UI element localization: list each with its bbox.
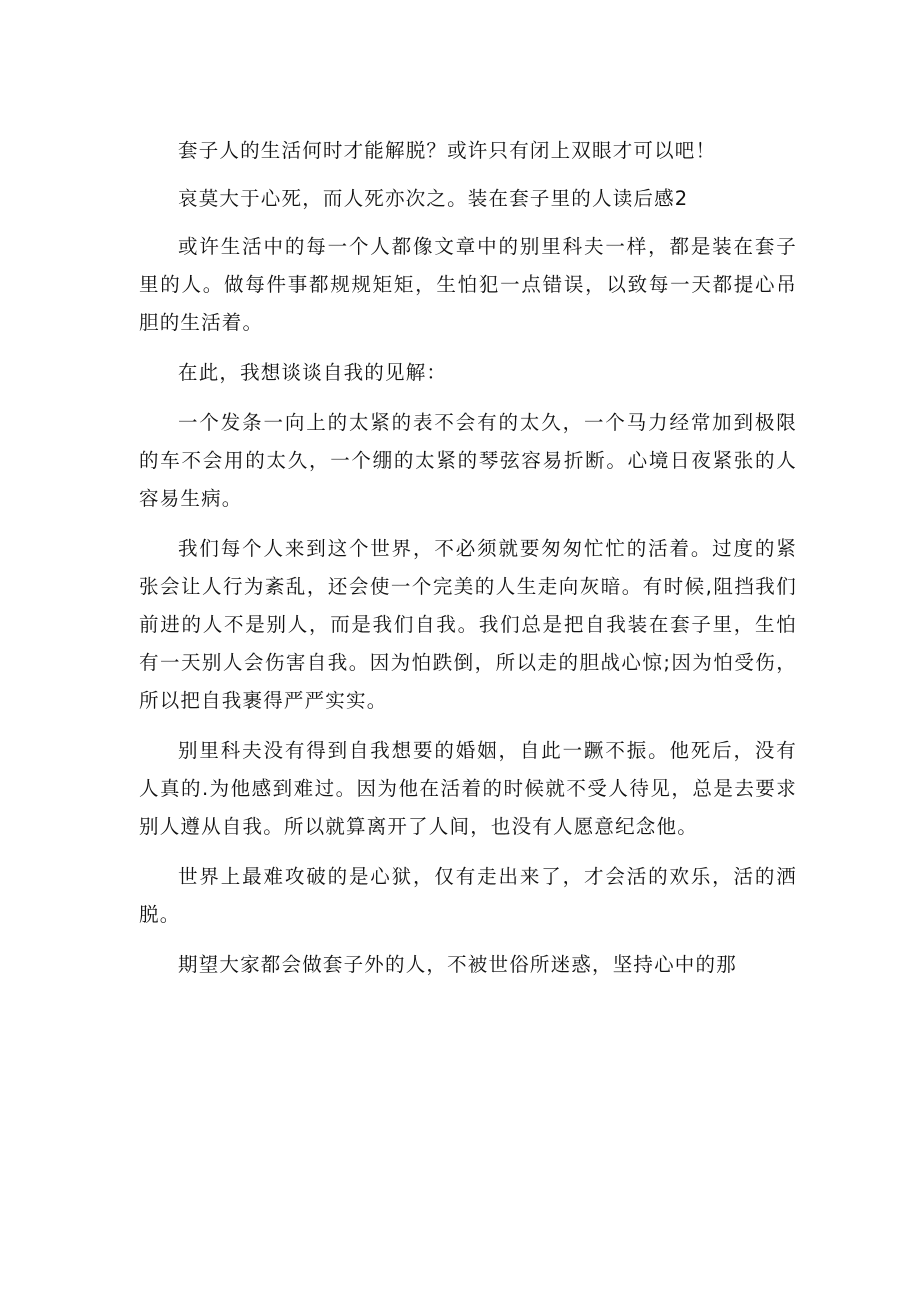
paragraph-7: 别里科夫没有得到自我想要的婚姻，自此一蹶不振。他死后，没有人真的.为他感到难过。因为他在活着的时候就不受人待见，总是去要求别人遵从自我。所以就算离开了人间，也没有人愿意纪念他。 <box>139 739 797 838</box>
paragraph-4: 在此，我想谈谈自我的见解： <box>178 361 448 384</box>
paragraph-9: 期望大家都会做套子外的人，不被世俗所迷惑，坚持心中的那 <box>178 953 737 976</box>
paragraph-2: 哀莫大于心死，而人死亦次之。装在套子里的人读后感2 <box>178 187 689 210</box>
paragraph-6: 我们每个人来到这个世界，不必须就要匆匆忙忙的活着。过度的紧张会让人行为紊乱，还会使一个完美的人生走向灰暗。有时候,阻挡我们前进的人不是别人，而是我们自我。我们总是把自我装在套子里，生怕有一天别人会伤害自我。因为怕跌倒，所以走的胆战心惊;因为怕受伤，所以把自我裹得严严实实。 <box>139 537 797 712</box>
paragraph-5: 一个发条一向上的太紧的表不会有的太久，一个马力经常加到极限的车不会用的太久，一个绷的太紧的琴弦容易折断。心境日夜紧张的人容易生病。 <box>139 411 797 510</box>
document-body <box>139 132 797 996</box>
paragraph-8: 世界上最难攻破的是心狱，仅有走出来了，才会活的欢乐，活的洒脱。 <box>139 865 797 926</box>
paragraph-3: 或许生活中的每一个人都像文章中的别里科夫一样，都是装在套子里的人。做每件事都规规矩矩，生怕犯一点错误，以致每一天都提心吊胆的生活着。 <box>139 235 797 334</box>
paragraph-1: 套子人的生活何时才能解脱？或许只有闭上双眼才可以吧！ <box>178 139 717 162</box>
